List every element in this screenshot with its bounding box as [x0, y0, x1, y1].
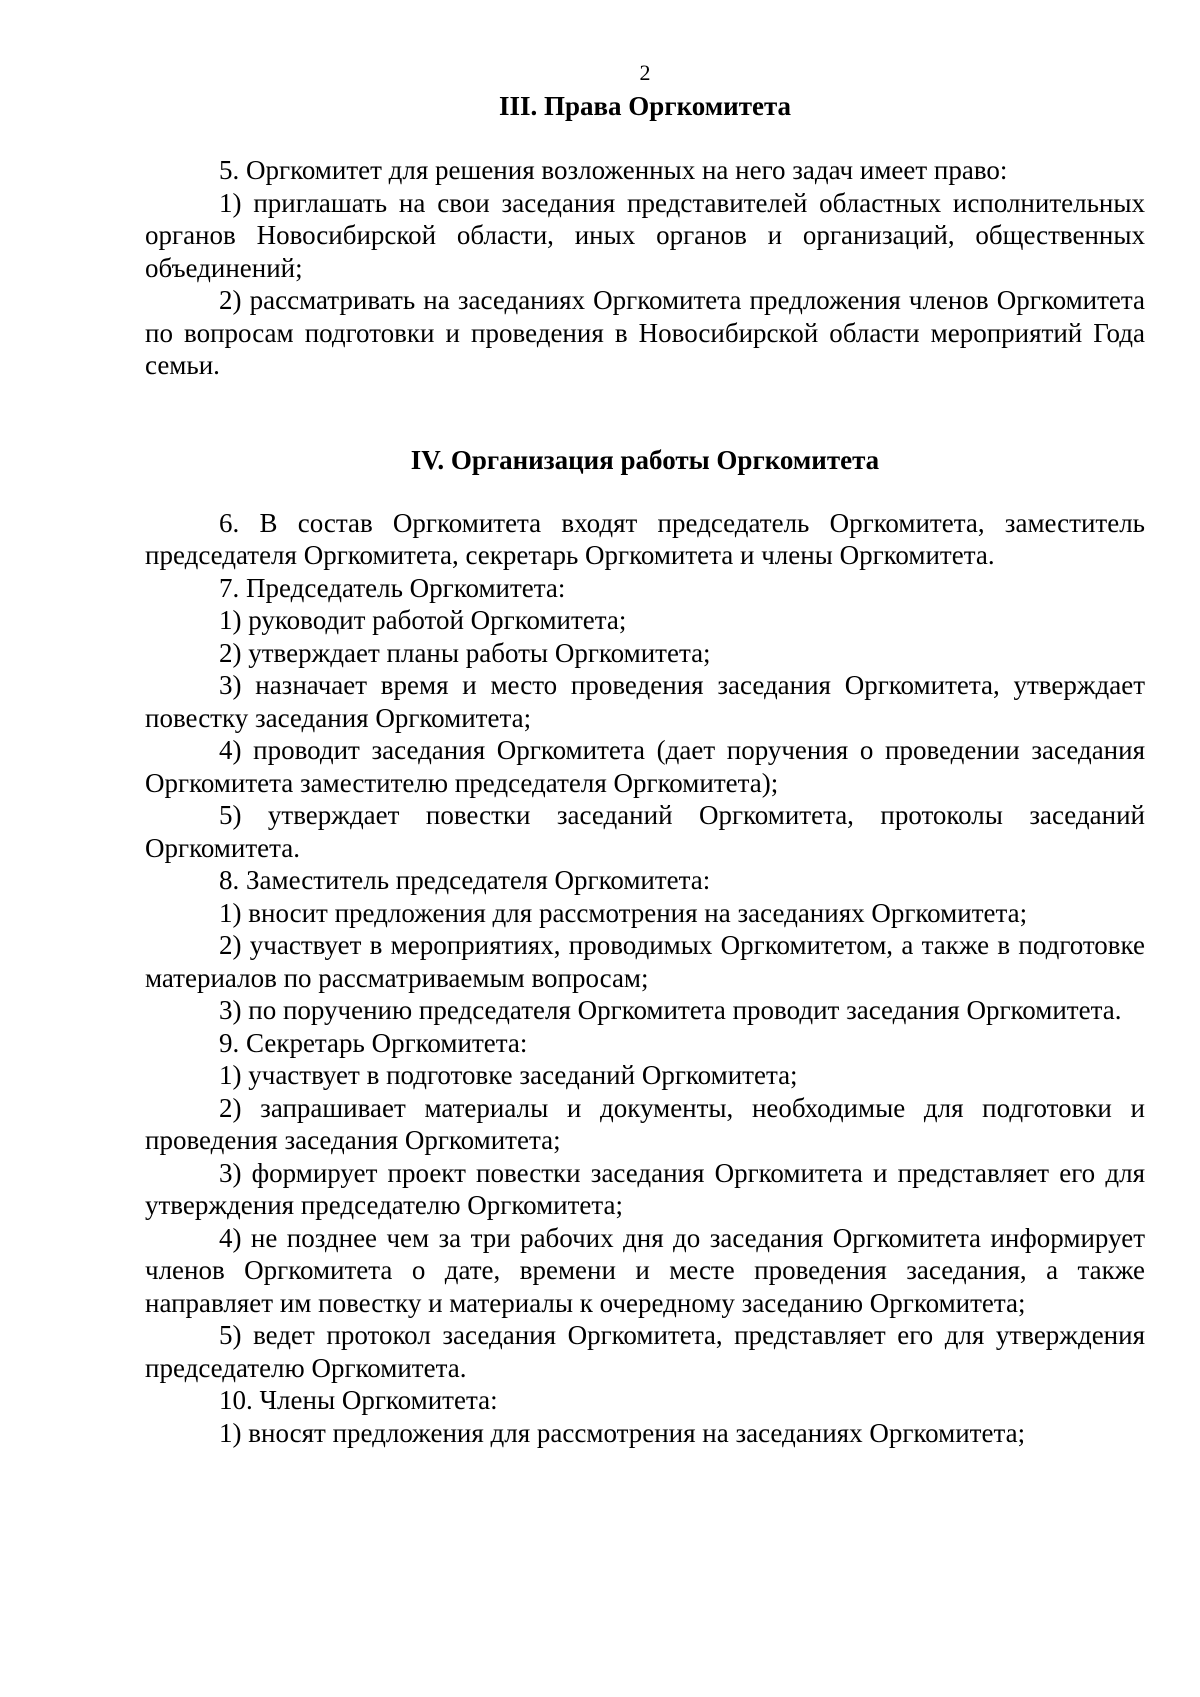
- paragraph: 6. В состав Оргкомитета входят председатель Оргкомитета, заместитель председателя Оргкомитета, секретарь Оргкомитета и члены Оргкомитета.: [145, 507, 1145, 570]
- section-4-title: IV. Организация работы Оргкомитета: [410, 444, 880, 475]
- paragraph: 9. Секретарь Оргкомитета:: [219, 1027, 528, 1058]
- paragraph: 8. Заместитель председателя Оргкомитета:: [219, 865, 711, 895]
- paragraph: 1) руководит работой Оргкомитета;: [219, 605, 627, 635]
- paragraph: 2) рассматривать на заседаниях Оргкомитета предложения членов Оргкомитета по вопросам подготовки и проведения в Новосибирской области мероприятий Года семьи.: [145, 285, 1145, 380]
- paragraph: 5) утверждает повестки заседаний Оргкомитета, протоколы заседаний Оргкомитета.: [145, 800, 1145, 863]
- paragraph: 1) участвует в подготовке заседаний Оргкомитета;: [219, 1060, 798, 1090]
- paragraph: 5. Оргкомитет для решения возложенных на него задач имеет право:: [219, 155, 1008, 185]
- page-number: 2: [639, 60, 651, 85]
- paragraph: 5) ведет протокол заседания Оргкомитета, представляет его для утверждения председателю Оргкомитета.: [145, 1320, 1145, 1383]
- paragraph: 1) вносят предложения для рассмотрения на заседаниях Оргкомитета;: [219, 1417, 1026, 1448]
- paragraph: 7. Председатель Оргкомитета:: [219, 572, 566, 603]
- paragraph: 3) назначает время и место проведения заседания Оргкомитета, утверждает повестку заседания Оргкомитета;: [145, 670, 1145, 733]
- paragraph: 1) приглашать на свои заседания представителей областных исполнительных органов Новосибирской области, иных органов и организаций, общественных объединений;: [145, 187, 1145, 283]
- section-3-title: III. Права Оргкомитета: [498, 91, 792, 121]
- paragraph: 4) проводит заседания Оргкомитета (дает поручения о проведении заседания Оргкомитета заместителю председателя Оргкомитета);: [145, 735, 1145, 798]
- section-3-body: [145, 154, 1145, 382]
- paragraph: 2) запрашивает материалы и документы, необходимые для подготовки и проведения заседания Оргкомитета;: [145, 1092, 1145, 1155]
- section-4-body: [145, 507, 1145, 1450]
- paragraph: 4) не позднее чем за три рабочих дня до заседания Оргкомитета информирует членов Оргкомитета о дате, времени и месте проведения заседания, а также направляет им повестку и материалы к очередному заседанию Оргкомитета;: [145, 1222, 1145, 1318]
- paragraph: 1) вносит предложения для рассмотрения на заседаниях Оргкомитета;: [219, 897, 1028, 928]
- paragraph: 3) по поручению председателя Оргкомитета проводит заседания Оргкомитета.: [219, 995, 1122, 1025]
- paragraph: 2) утверждает планы работы Оргкомитета;: [219, 637, 711, 668]
- document-page: [145, 58, 1145, 1449]
- paragraph: 10. Члены Оргкомитета:: [219, 1385, 498, 1415]
- paragraph: 3) формирует проект повестки заседания Оргкомитета и представляет его для утверждения председателю Оргкомитета;: [145, 1157, 1145, 1220]
- paragraph: 2) участвует в мероприятиях, проводимых Оргкомитетом, а также в подготовке материалов по рассматриваемым вопросам;: [145, 930, 1145, 993]
